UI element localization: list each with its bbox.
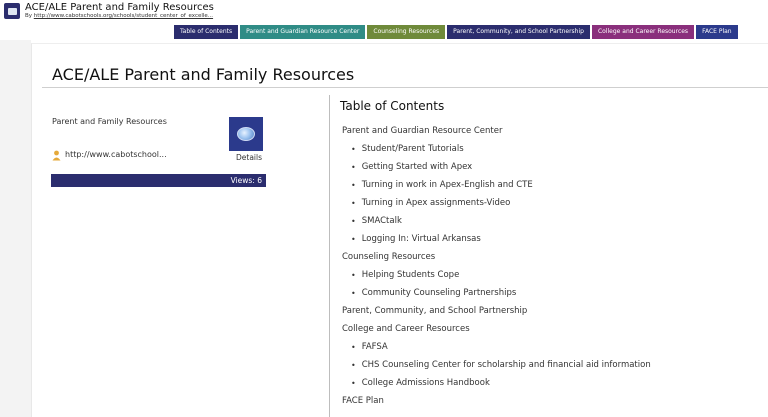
nav-tab[interactable]: Parent, Community, and School Partnership [447, 25, 590, 39]
toc-section [342, 248, 651, 266]
user-link-icon [52, 150, 61, 161]
toc-subitem [342, 284, 651, 302]
toc-list [342, 122, 651, 410]
toc-link[interactable]: FACE Plan [342, 396, 384, 406]
toc-subitem [342, 194, 651, 212]
nav-tab[interactable]: College and Career Resources [592, 25, 694, 39]
toc-subitem [342, 374, 651, 392]
nav-tab[interactable]: FACE Plan [696, 25, 738, 39]
nav-tab[interactable]: Counseling Resources [367, 25, 445, 39]
header-byline [25, 13, 213, 19]
toc-link[interactable]: Parent, Community, and School Partnership [342, 306, 528, 316]
column-divider [329, 95, 330, 417]
nav-tab[interactable]: Table of Contents [174, 25, 238, 39]
toc-subitem [342, 140, 651, 158]
toc-link[interactable]: • SMACtalk [361, 216, 402, 226]
toc-link[interactable]: • CHS Counseling Center for scholarship and financial aid information [361, 360, 651, 370]
toc-link[interactable]: Parent and Guardian Resource Center [342, 126, 503, 136]
card-label: Parent and Family Resources [52, 117, 167, 126]
toc-link[interactable]: • Helping Students Cope [361, 270, 460, 280]
nav-tab[interactable]: Parent and Guardian Resource Center [240, 25, 365, 39]
toc-subitem [342, 356, 651, 374]
toc-section [342, 392, 651, 410]
toc-heading: Table of Contents [340, 99, 445, 113]
toc-link[interactable]: • Getting Started with Apex [361, 162, 473, 172]
globe-icon [237, 127, 255, 141]
details-label[interactable]: Details [236, 153, 263, 162]
toc-link[interactable]: Counseling Resources [342, 252, 436, 262]
toc-link[interactable]: • Turning in work in Apex-English and CTE [361, 180, 533, 190]
toc-subitem [342, 176, 651, 194]
toc-link[interactable]: • FAFSA [361, 342, 388, 352]
title-divider [42, 87, 768, 88]
resource-link[interactable]: http://www.cabotschool... [65, 150, 167, 159]
toc-link[interactable]: • Student/Parent Tutorials [361, 144, 464, 154]
toc-link[interactable]: • Turning in Apex assignments-Video [361, 198, 511, 208]
toc-section [342, 320, 651, 338]
toc-subitem [342, 158, 651, 176]
toc-subitem [342, 266, 651, 284]
table-of-contents [340, 99, 651, 406]
toc-section [342, 122, 651, 140]
header-title: ACE/ALE Parent and Family Resources [25, 2, 214, 13]
details-button[interactable] [229, 117, 263, 151]
toc-subitem [342, 230, 651, 248]
toc-link[interactable]: • College Admissions Handbook [361, 378, 490, 388]
toc-link[interactable]: College and Career Resources [342, 324, 470, 334]
top-header [0, 0, 768, 24]
toc-link[interactable]: • Logging In: Virtual Arkansas [361, 234, 481, 244]
left-gutter [0, 40, 31, 417]
section-nav [174, 25, 738, 39]
toc-section [342, 302, 651, 320]
toc-subitem [342, 212, 651, 230]
toc-subitem [342, 338, 651, 356]
byline-link[interactable]: http://www.cabotschools.org/schools/student_center_of_excelle... [33, 13, 214, 19]
toc-link[interactable]: • Community Counseling Partnerships [361, 288, 517, 298]
page-title: ACE/ALE Parent and Family Resources [52, 65, 355, 84]
app-magazine-icon[interactable] [4, 3, 20, 19]
views-counter: Views: 6 [51, 174, 266, 187]
byline-prefix: By [25, 13, 33, 19]
